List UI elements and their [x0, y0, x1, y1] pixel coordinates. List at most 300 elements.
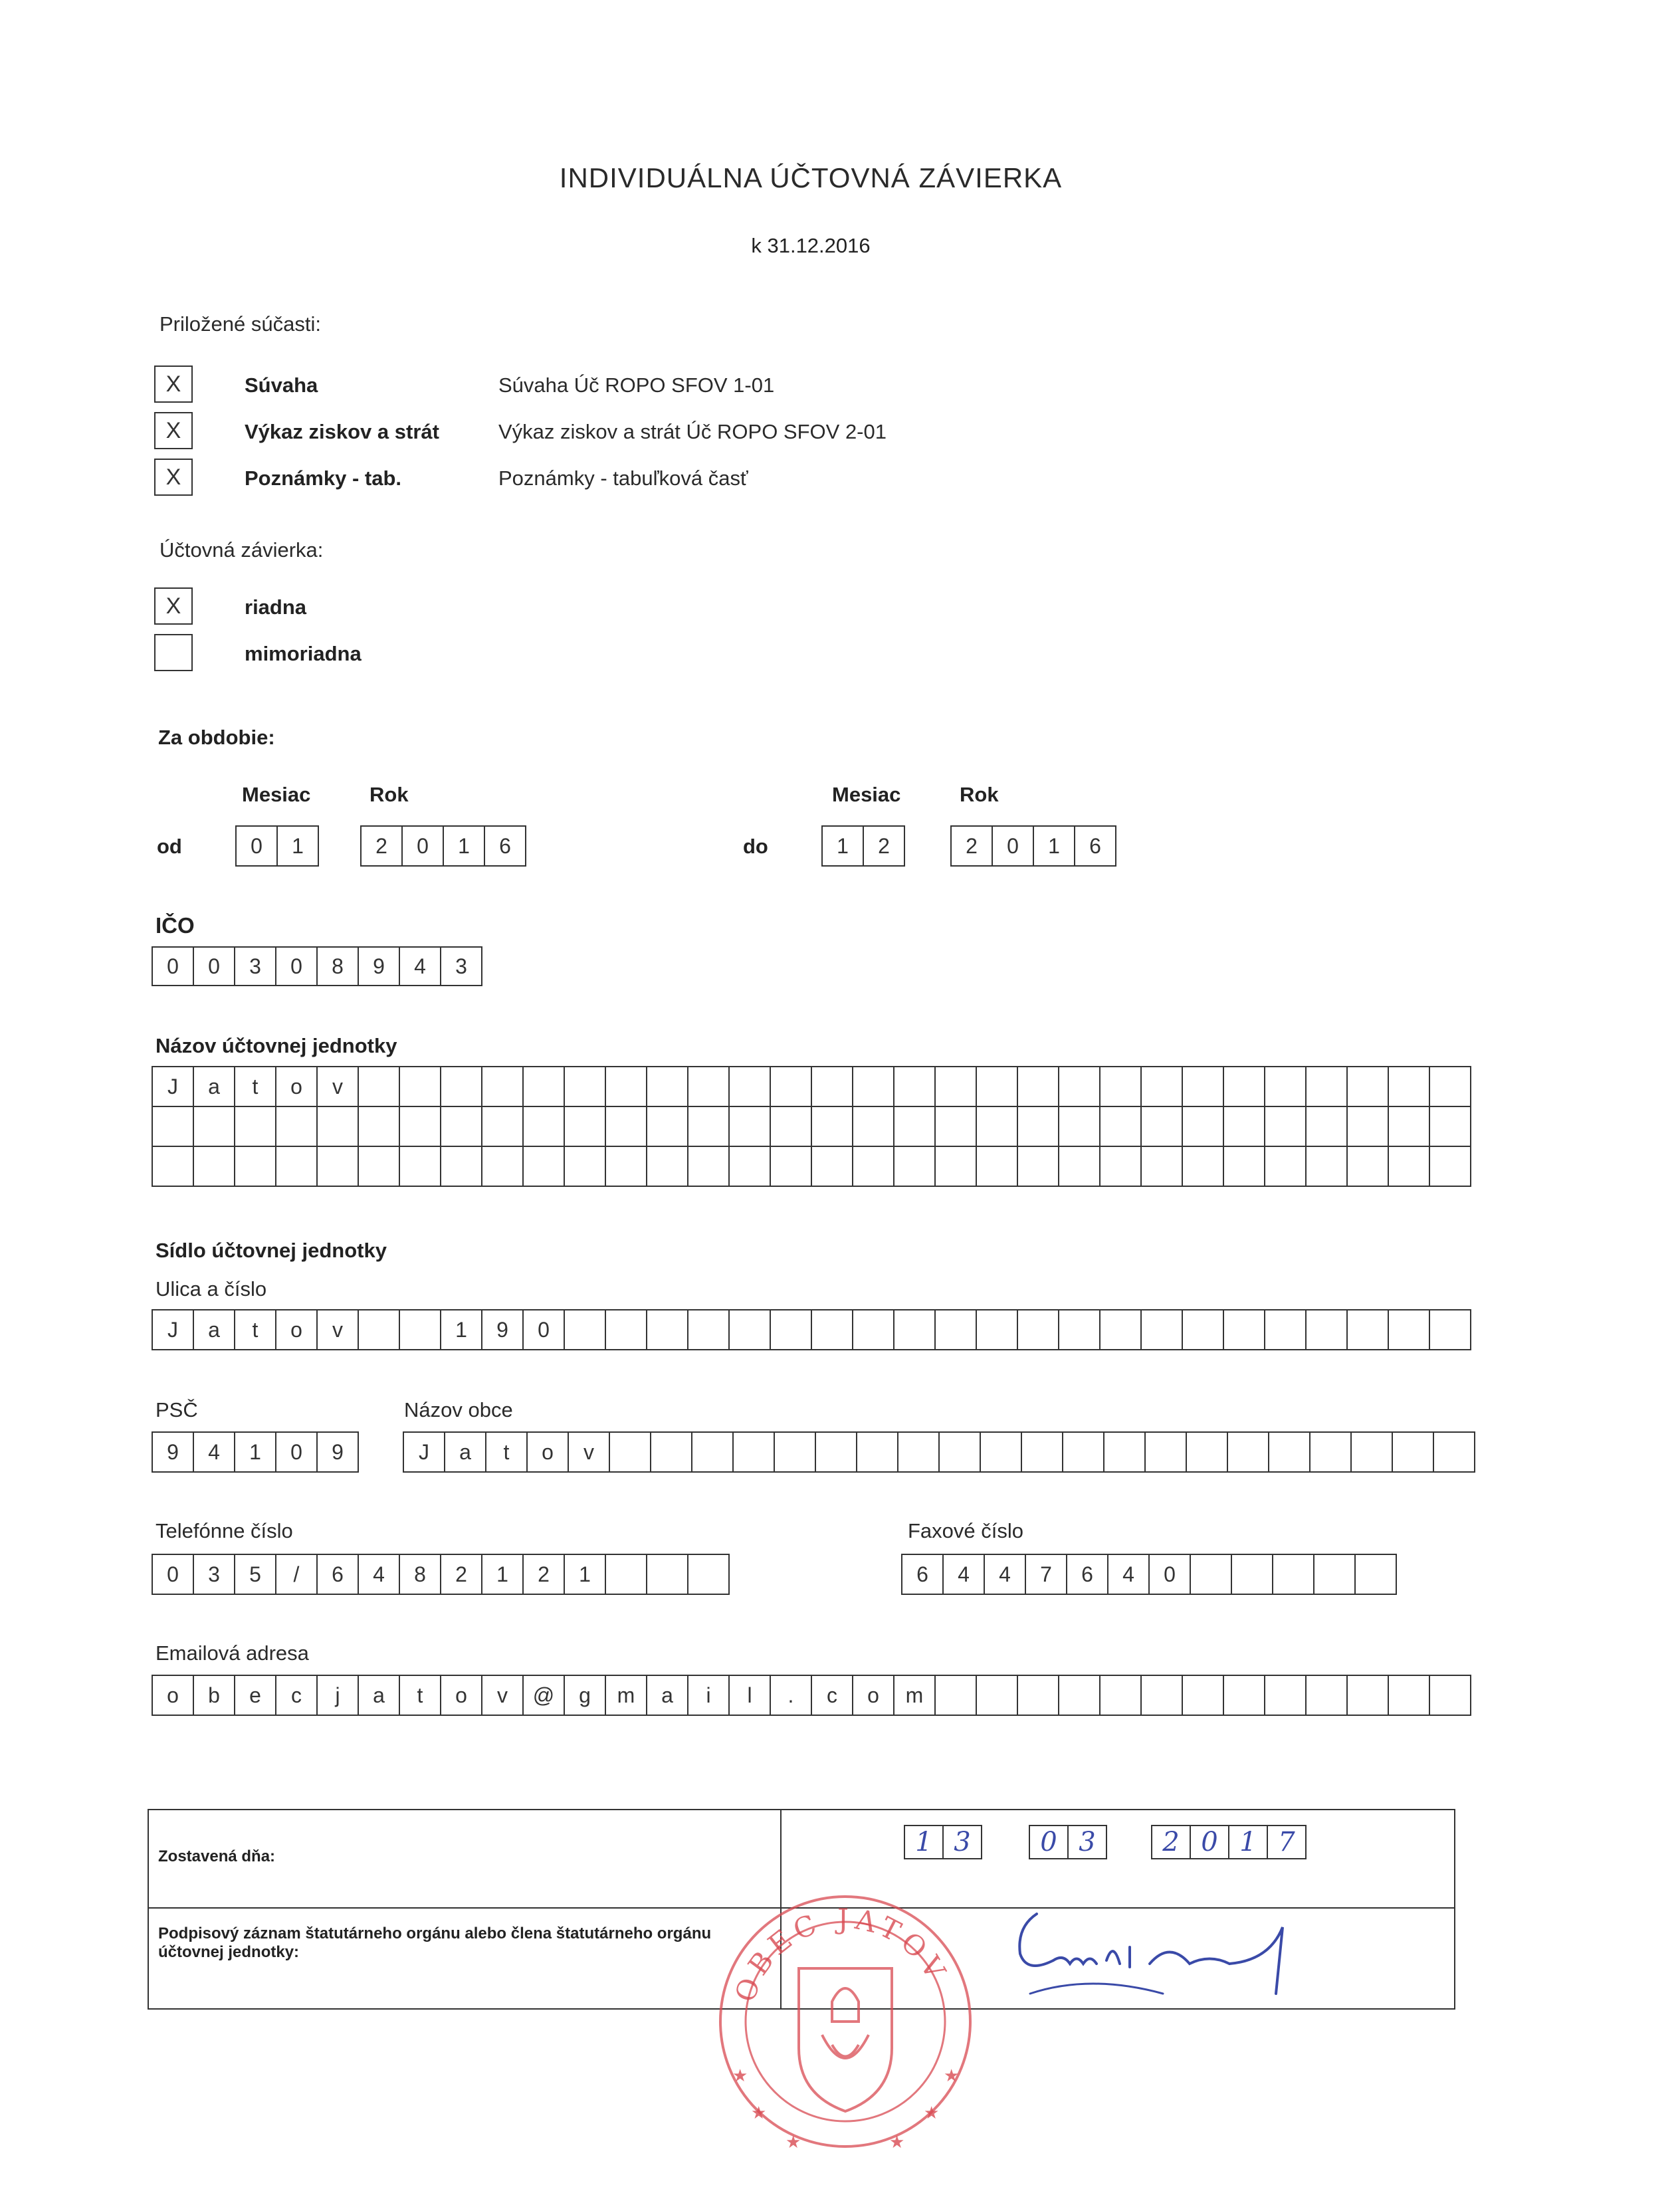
char-cell: 1: [482, 1554, 524, 1595]
char-cell: [894, 1146, 936, 1187]
char-cell: a: [194, 1066, 235, 1107]
char-cell: [936, 1675, 977, 1716]
char-cell: [1063, 1431, 1104, 1473]
digit-cell: 1: [823, 825, 864, 867]
char-cell: [894, 1309, 936, 1350]
char-cell: [853, 1309, 894, 1350]
char-cell: [610, 1431, 651, 1473]
char-cell: @: [524, 1675, 565, 1716]
compiled-label: Zostavená dňa:: [158, 1847, 276, 1865]
handwritten-digit: 1: [1228, 1825, 1268, 1859]
char-cell: [1142, 1675, 1183, 1716]
char-cell: 6: [1067, 1554, 1108, 1595]
char-cell: [1018, 1066, 1059, 1107]
from-year-field[interactable]: [360, 825, 526, 867]
char-cell: [1142, 1309, 1183, 1350]
char-cell: [606, 1066, 647, 1107]
char-cell: o: [276, 1066, 318, 1107]
char-cell: [812, 1066, 853, 1107]
char-cell: [400, 1146, 441, 1187]
to-year-field[interactable]: [950, 825, 1116, 867]
char-cell: [1183, 1146, 1224, 1187]
char-cell: e: [235, 1675, 276, 1716]
char-cell: [565, 1066, 606, 1107]
char-cell: 9: [153, 1431, 194, 1473]
char-cell: [318, 1146, 359, 1187]
digit-cell: 1: [278, 825, 319, 867]
char-cell: [1224, 1309, 1265, 1350]
attachment-name-vykaz: Výkaz ziskov a strát: [245, 420, 439, 443]
email-label: Emailová adresa: [156, 1641, 309, 1665]
email-field[interactable]: [152, 1675, 1471, 1716]
char-cell: [688, 1309, 730, 1350]
char-cell: [812, 1309, 853, 1350]
char-cell: [1265, 1309, 1307, 1350]
char-cell: t: [400, 1675, 441, 1716]
char-cell: [688, 1106, 730, 1147]
char-cell: 3: [194, 1554, 235, 1595]
char-cell: [688, 1554, 730, 1595]
document-title: INDIVIDUÁLNA ÚČTOVNÁ ZÁVIERKA: [559, 162, 1063, 193]
psc-field[interactable]: [152, 1431, 359, 1473]
unit-name-row-1[interactable]: [152, 1066, 1471, 1107]
attachment-desc-poznamky: Poznámky - tabuľková časť: [498, 467, 748, 490]
char-cell: [235, 1146, 276, 1187]
char-cell: [1018, 1106, 1059, 1147]
char-cell: [524, 1146, 565, 1187]
char-cell: 0: [1150, 1554, 1191, 1595]
char-cell: .: [771, 1675, 812, 1716]
closing-label-mimoriadna: mimoriadna: [245, 642, 362, 665]
char-cell: 2: [524, 1554, 565, 1595]
char-cell: [1101, 1146, 1142, 1187]
psc-label: PSČ: [156, 1398, 198, 1421]
fax-field[interactable]: [901, 1554, 1397, 1595]
stamp-text: OBEC JATOV: [728, 1902, 955, 2006]
char-cell: [1059, 1675, 1101, 1716]
char-cell: 4: [400, 946, 441, 986]
char-cell: [1232, 1554, 1273, 1595]
char-cell: [857, 1431, 898, 1473]
char-cell: [1101, 1066, 1142, 1107]
char-cell: [1307, 1146, 1348, 1187]
char-cell: [771, 1066, 812, 1107]
char-cell: [894, 1106, 936, 1147]
address-heading: Sídlo účtovnej jednotky: [156, 1239, 387, 1262]
document-date: k 31.12.2016: [751, 234, 871, 257]
attachment-checkbox-vykaz[interactable]: X: [154, 412, 193, 449]
char-cell: [1434, 1431, 1475, 1473]
char-cell: g: [565, 1675, 606, 1716]
char-cell: [1142, 1106, 1183, 1147]
char-cell: [977, 1309, 1018, 1350]
char-cell: [936, 1146, 977, 1187]
char-cell: [1307, 1066, 1348, 1107]
char-cell: o: [276, 1309, 318, 1350]
digit-cell: 2: [952, 825, 993, 867]
char-cell: [441, 1146, 482, 1187]
char-cell: [359, 1146, 400, 1187]
char-cell: [400, 1309, 441, 1350]
char-cell: [482, 1146, 524, 1187]
digit-cell: 2: [362, 825, 403, 867]
handwritten-digit: 0: [1029, 1825, 1069, 1859]
char-cell: [981, 1431, 1022, 1473]
char-cell: [1142, 1066, 1183, 1107]
to-label: do: [743, 835, 768, 858]
char-cell: v: [569, 1431, 610, 1473]
char-cell: [194, 1146, 235, 1187]
char-cell: [1348, 1675, 1389, 1716]
char-cell: J: [404, 1431, 445, 1473]
char-cell: [606, 1106, 647, 1147]
attachment-checkbox-poznamky[interactable]: X: [154, 459, 193, 496]
char-cell: 4: [359, 1554, 400, 1595]
char-cell: [1018, 1309, 1059, 1350]
char-cell: [482, 1106, 524, 1147]
attachment-name-poznamky: Poznámky - tab.: [245, 467, 401, 490]
char-cell: 9: [359, 946, 400, 986]
char-cell: 0: [153, 946, 194, 986]
char-cell: [688, 1146, 730, 1187]
char-cell: [940, 1431, 981, 1473]
char-cell: [441, 1066, 482, 1107]
char-cell: [651, 1431, 692, 1473]
char-cell: 1: [235, 1431, 276, 1473]
handwritten-digit: 7: [1267, 1825, 1307, 1859]
char-cell: [359, 1066, 400, 1107]
char-cell: [647, 1309, 688, 1350]
phone-label: Telefónne číslo: [156, 1519, 293, 1542]
char-cell: [1389, 1106, 1430, 1147]
char-cell: m: [606, 1675, 647, 1716]
attachment-desc-suvaha: Súvaha Úč ROPO SFOV 1-01: [498, 373, 775, 397]
attachment-name-suvaha: Súvaha: [245, 373, 318, 397]
char-cell: [688, 1066, 730, 1107]
unit-name-row-2[interactable]: [152, 1106, 1471, 1147]
from-month-label: Mesiac: [242, 783, 311, 806]
stamp-star-icon: ★: [944, 2066, 960, 2086]
char-cell: J: [153, 1066, 194, 1107]
char-cell: [1348, 1309, 1389, 1350]
char-cell: [977, 1106, 1018, 1147]
unit-name-label: Názov účtovnej jednotky: [156, 1034, 397, 1057]
char-cell: [771, 1106, 812, 1147]
attachment-checkbox-suvaha[interactable]: X: [154, 366, 193, 403]
char-cell: 4: [1108, 1554, 1150, 1595]
char-cell: [771, 1146, 812, 1187]
char-cell: [359, 1106, 400, 1147]
char-cell: a: [194, 1309, 235, 1350]
char-cell: [1018, 1146, 1059, 1187]
char-cell: i: [688, 1675, 730, 1716]
char-cell: [647, 1066, 688, 1107]
digit-cell: 2: [864, 825, 905, 867]
char-cell: [1059, 1146, 1101, 1187]
char-cell: 9: [318, 1431, 359, 1473]
stamp-star-icon: ★: [732, 2066, 748, 2086]
handwritten-digit: 3: [942, 1825, 982, 1859]
char-cell: [1183, 1066, 1224, 1107]
char-cell: [730, 1146, 771, 1187]
char-cell: t: [235, 1066, 276, 1107]
char-cell: o: [528, 1431, 569, 1473]
phone-field[interactable]: [152, 1554, 730, 1595]
unit-name-row-3[interactable]: [152, 1146, 1471, 1187]
char-cell: [1348, 1066, 1389, 1107]
char-cell: 8: [318, 946, 359, 986]
city-field[interactable]: [403, 1431, 1475, 1473]
char-cell: 2: [441, 1554, 482, 1595]
char-cell: [1273, 1554, 1314, 1595]
handwritten-signature: [990, 1901, 1336, 2034]
digit-cell: 1: [1034, 825, 1075, 867]
char-cell: [853, 1106, 894, 1147]
char-cell: /: [276, 1554, 318, 1595]
char-cell: [153, 1106, 194, 1147]
char-cell: 8: [400, 1554, 441, 1595]
period-heading: Za obdobie:: [158, 726, 275, 749]
char-cell: 1: [441, 1309, 482, 1350]
street-field[interactable]: [152, 1309, 1471, 1350]
char-cell: [977, 1675, 1018, 1716]
char-cell: [400, 1106, 441, 1147]
char-cell: v: [482, 1675, 524, 1716]
char-cell: b: [194, 1675, 235, 1716]
char-cell: [235, 1106, 276, 1147]
stamp-star-icon: ★: [751, 2103, 767, 2123]
char-cell: [1356, 1554, 1397, 1595]
char-cell: j: [318, 1675, 359, 1716]
compiled-year-field[interactable]: [1151, 1825, 1305, 1859]
char-cell: [1430, 1675, 1471, 1716]
char-cell: [1101, 1675, 1142, 1716]
to-month-field[interactable]: [821, 825, 905, 867]
char-cell: 3: [235, 946, 276, 986]
char-cell: [1430, 1309, 1471, 1350]
char-cell: [936, 1106, 977, 1147]
char-cell: [1389, 1675, 1430, 1716]
char-cell: [565, 1146, 606, 1187]
stamp-mitre: [832, 1988, 859, 2022]
char-cell: [194, 1106, 235, 1147]
char-cell: [647, 1554, 688, 1595]
char-cell: [1059, 1106, 1101, 1147]
char-cell: [1265, 1675, 1307, 1716]
closing-label-riadna: riadna: [245, 595, 307, 619]
official-stamp: [712, 1882, 978, 2161]
char-cell: [734, 1431, 775, 1473]
char-cell: m: [894, 1675, 936, 1716]
signature-label-line1: Podpisový záznam štatutárneho orgánu alebo člena štatutárneho orgánu: [158, 1925, 712, 1942]
stamp-wheat: [822, 2035, 869, 2058]
char-cell: t: [235, 1309, 276, 1350]
char-cell: 0: [276, 946, 318, 986]
char-cell: [1352, 1431, 1393, 1473]
char-cell: [441, 1106, 482, 1147]
handwritten-digit: 3: [1067, 1825, 1107, 1859]
char-cell: [936, 1309, 977, 1350]
char-cell: c: [276, 1675, 318, 1716]
char-cell: [1307, 1309, 1348, 1350]
handwritten-digit: 0: [1190, 1825, 1229, 1859]
char-cell: [1059, 1066, 1101, 1107]
street-label: Ulica a číslo: [156, 1277, 267, 1301]
char-cell: [1265, 1066, 1307, 1107]
char-cell: [1393, 1431, 1434, 1473]
stamp-star-icon: ★: [786, 2133, 801, 2152]
digit-cell: 1: [444, 825, 485, 867]
char-cell: [1059, 1309, 1101, 1350]
char-cell: v: [318, 1066, 359, 1107]
char-cell: [1146, 1431, 1187, 1473]
attachment-desc-vykaz: Výkaz ziskov a strát Úč ROPO SFOV 2-01: [498, 420, 887, 443]
char-cell: [1183, 1675, 1224, 1716]
char-cell: [647, 1146, 688, 1187]
compiled-day-field[interactable]: [904, 1825, 981, 1859]
char-cell: [898, 1431, 940, 1473]
char-cell: [1022, 1431, 1063, 1473]
char-cell: [1269, 1431, 1311, 1473]
closing-checkbox-riadna[interactable]: X: [154, 587, 193, 625]
char-cell: [276, 1106, 318, 1147]
char-cell: [1142, 1146, 1183, 1187]
char-cell: [771, 1309, 812, 1350]
char-cell: [1187, 1431, 1228, 1473]
char-cell: 7: [1026, 1554, 1067, 1595]
char-cell: [692, 1431, 734, 1473]
char-cell: [1265, 1106, 1307, 1147]
char-cell: [1224, 1146, 1265, 1187]
char-cell: [1104, 1431, 1146, 1473]
ico-field[interactable]: [152, 946, 482, 986]
char-cell: [730, 1106, 771, 1147]
char-cell: [894, 1066, 936, 1107]
stamp-star-icon: ★: [924, 2103, 940, 2123]
char-cell: 0: [153, 1554, 194, 1595]
char-cell: [565, 1309, 606, 1350]
digit-cell: 0: [237, 825, 278, 867]
char-cell: [1307, 1675, 1348, 1716]
char-cell: 5: [235, 1554, 276, 1595]
char-cell: [816, 1431, 857, 1473]
char-cell: [524, 1066, 565, 1107]
char-cell: 4: [194, 1431, 235, 1473]
char-cell: [1101, 1309, 1142, 1350]
char-cell: [482, 1066, 524, 1107]
to-month-label: Mesiac: [832, 783, 901, 806]
digit-cell: 6: [485, 825, 526, 867]
char-cell: o: [441, 1675, 482, 1716]
closing-checkbox-mimoriadna[interactable]: [154, 634, 193, 671]
char-cell: [853, 1066, 894, 1107]
char-cell: a: [445, 1431, 486, 1473]
char-cell: [1430, 1146, 1471, 1187]
char-cell: 3: [441, 946, 482, 986]
digit-cell: 0: [993, 825, 1034, 867]
char-cell: [524, 1106, 565, 1147]
char-cell: [977, 1146, 1018, 1187]
from-month-field[interactable]: [235, 825, 319, 867]
char-cell: 0: [524, 1309, 565, 1350]
char-cell: [936, 1066, 977, 1107]
char-cell: [606, 1146, 647, 1187]
stamp-shield: [799, 1968, 892, 2111]
char-cell: 6: [318, 1554, 359, 1595]
ico-label: IČO: [156, 913, 195, 938]
char-cell: 9: [482, 1309, 524, 1350]
char-cell: 4: [985, 1554, 1026, 1595]
digit-cell: 0: [403, 825, 444, 867]
char-cell: 0: [194, 946, 235, 986]
handwritten-digit: 2: [1151, 1825, 1191, 1859]
char-cell: [606, 1309, 647, 1350]
char-cell: [730, 1066, 771, 1107]
compiled-month-field[interactable]: [1029, 1825, 1106, 1859]
char-cell: [977, 1066, 1018, 1107]
char-cell: [1183, 1106, 1224, 1147]
char-cell: o: [853, 1675, 894, 1716]
char-cell: 1: [565, 1554, 606, 1595]
char-cell: [1389, 1066, 1430, 1107]
char-cell: v: [318, 1309, 359, 1350]
char-cell: l: [730, 1675, 771, 1716]
char-cell: [812, 1106, 853, 1147]
char-cell: J: [153, 1309, 194, 1350]
char-cell: [1348, 1106, 1389, 1147]
char-cell: 0: [276, 1431, 318, 1473]
char-cell: [730, 1309, 771, 1350]
attachments-heading: Priložené súčasti:: [159, 312, 321, 336]
char-cell: [276, 1146, 318, 1187]
signature-label-line2: účtovnej jednotky:: [158, 1943, 300, 1961]
char-cell: [1018, 1675, 1059, 1716]
stamp-star-icon: ★: [889, 2133, 905, 2152]
char-cell: 6: [902, 1554, 944, 1595]
char-cell: [1191, 1554, 1232, 1595]
handwritten-digit: 1: [904, 1825, 944, 1859]
char-cell: t: [486, 1431, 528, 1473]
char-cell: a: [359, 1675, 400, 1716]
char-cell: [647, 1106, 688, 1147]
char-cell: [853, 1146, 894, 1187]
char-cell: [318, 1106, 359, 1147]
to-year-label: Rok: [960, 783, 999, 806]
char-cell: [812, 1146, 853, 1187]
fax-label: Faxové číslo: [908, 1519, 1024, 1542]
char-cell: [565, 1106, 606, 1147]
char-cell: [1224, 1106, 1265, 1147]
char-cell: [775, 1431, 816, 1473]
char-cell: [1348, 1146, 1389, 1187]
city-label: Názov obce: [404, 1398, 513, 1421]
char-cell: [606, 1554, 647, 1595]
char-cell: c: [812, 1675, 853, 1716]
char-cell: [1265, 1146, 1307, 1187]
char-cell: [1307, 1106, 1348, 1147]
char-cell: o: [153, 1675, 194, 1716]
char-cell: [1314, 1554, 1356, 1595]
char-cell: [153, 1146, 194, 1187]
closing-type-heading: Účtovná závierka:: [159, 538, 324, 562]
char-cell: [1430, 1106, 1471, 1147]
char-cell: [1389, 1146, 1430, 1187]
digit-cell: 6: [1075, 825, 1116, 867]
char-cell: [1101, 1106, 1142, 1147]
char-cell: a: [647, 1675, 688, 1716]
char-cell: [1389, 1309, 1430, 1350]
char-cell: [1224, 1675, 1265, 1716]
